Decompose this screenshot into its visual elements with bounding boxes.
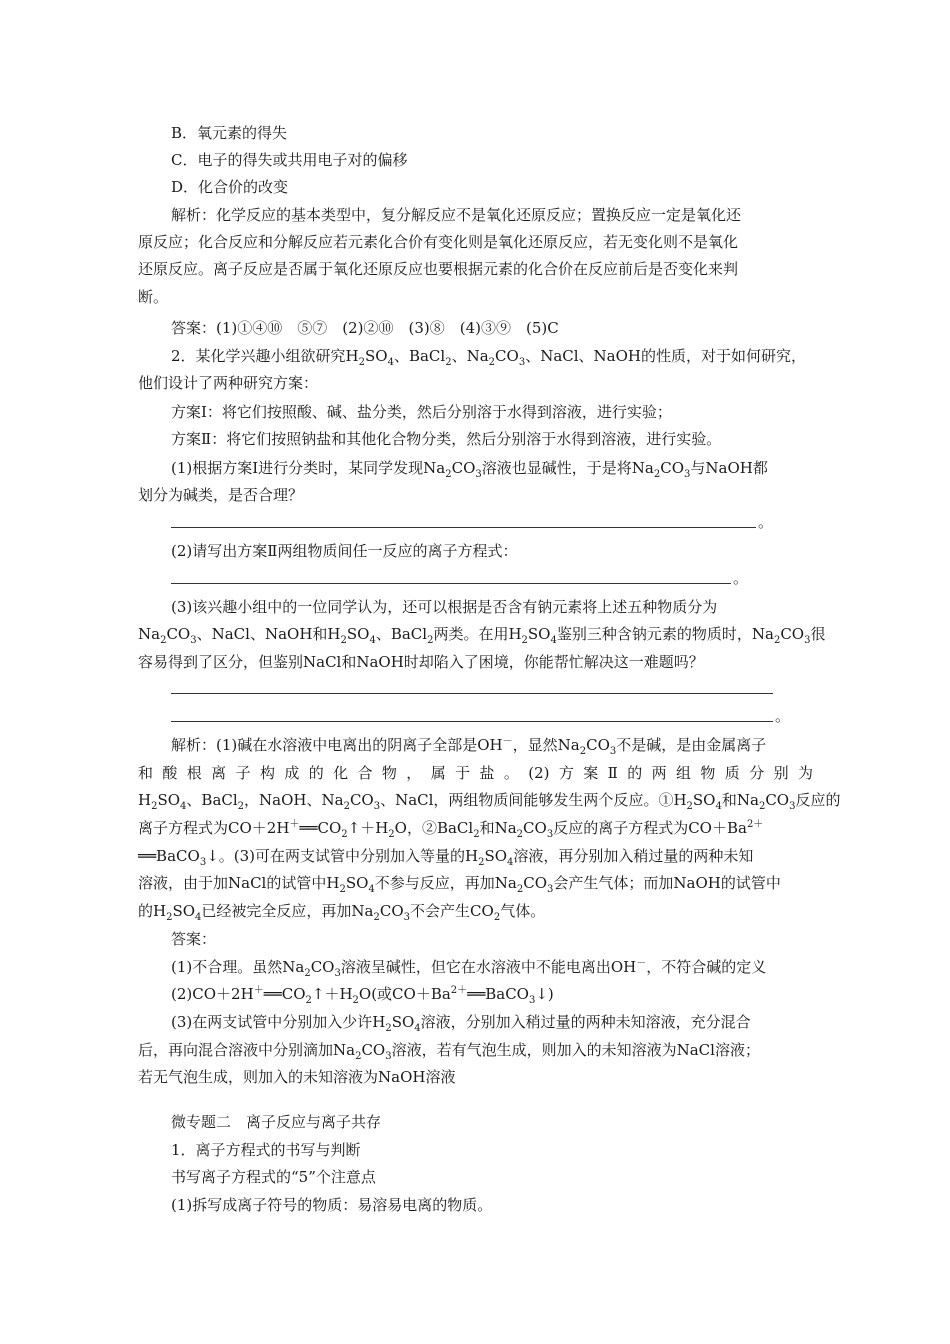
question-2-line-2: 他们设计了两种研究方案：	[138, 374, 319, 392]
analysis-1-line-3: 还原反应。离子反应是否属于氧化还原反应也要根据元素的化合价在反应前后是否变化来判	[138, 260, 739, 278]
answer-blank-1[interactable]	[171, 527, 756, 528]
analysis-2-line-3: $H_2SO_4$、BaCl$_2$，NaOH、$Na_2CO_3$、NaCl，两组物质间能够发生两个反应。$①H_2SO_4$和$Na_2CO_3$反应的	[138, 791, 841, 812]
answer-blank-3-period: 。	[775, 707, 791, 725]
analysis-2-line-2: 和 酸 根 离 子 构 成 的 化 合 物 ， 属 于 盐 。 (2) 方 案 Ⅱ 的 两 组 物 质 分 别 为	[138, 764, 813, 782]
sub-question-3-line-1: (3)该兴趣小组中的一位同学认为，还可以根据是否含有钠元素将上述五种物质分为	[171, 598, 718, 616]
plan-2: 方案Ⅱ：将它们按照钠盐和其他化合物分类，然后分别溶于水得到溶液，进行实验。	[171, 430, 722, 448]
sub-question-1-line-1: (1)根据方案Ⅰ进行分类时，某同学发现$Na_2CO_3$溶液也显碱性，于是将$Na_2CO_3$与NaOH都	[171, 459, 768, 480]
plan-1: 方案Ⅰ：将它们按照酸、碱、盐分类，然后分别溶于水得到溶液，进行实验；	[171, 403, 672, 421]
sub-question-2: (2)请写出方案Ⅱ两组物质间任一反应的离子方程式：	[171, 542, 518, 560]
sub-question-1-line-2: 划分为碱类，是否合理？	[138, 486, 304, 504]
analysis-2-line-6: 溶液，由于加NaCl的试管中$H_2SO_4$不参与反应，再加$Na_2CO_3$会产生气体；而加NaOH的试管中	[138, 874, 781, 895]
sub-question-3-line-3: 容易得到了区分，但鉴别NaCl和NaOH时却陷入了困境，你能帮忙解决这一难题吗？	[138, 653, 704, 671]
option-b: B．氧元素的得失	[171, 124, 288, 142]
analysis-2-line-7: 的$H_2SO_4$已经被完全反应，再加$Na_2CO_3$不会产生$CO_2$气体。	[138, 902, 546, 923]
answer-blank-2-period: 。	[733, 569, 749, 587]
analysis-2-line-1: 解析：(1)碱在水溶液中电离出的阴离子全部是OH－，显然$Na_2CO_3$不是碱，是由金属离子	[171, 736, 767, 757]
answer-2-part-1: (1)不合理。虽然$Na_2CO_3$溶液呈碱性，但它在水溶液中不能电离出OH－，不符合碱的定义	[171, 958, 767, 979]
sub-question-3-line-2: $Na_2CO_3$、NaCl、NaOH和$H_2SO_4$、BaCl$_2$两类。在用$H_2SO_4$鉴别三种含钠元素的物质时，$Na_2CO_3$很	[138, 625, 826, 646]
analysis-1-line-4: 断。	[138, 288, 169, 306]
answer-blank-2[interactable]	[171, 583, 731, 584]
answer-2-title: 答案：	[171, 930, 217, 948]
answer-blank-3b[interactable]	[171, 721, 773, 722]
analysis-1-line-2: 原反应；化合反应和分解反应若元素化合价有变化则是氧化还原反应，若无变化则不是氧化	[138, 233, 739, 251]
answer-2-part-2: $(2)CO+2H^+══CO_2↑+H_2O$(或$CO+Ba^{2+}══BaCO_3↓$)	[171, 985, 554, 1006]
answer-2-part-3-line-2: 后，再向混合溶液中分别滴加$Na_2CO_3$溶液，若有气泡生成，则加入的未知溶液为NaCl溶液；	[138, 1041, 760, 1062]
analysis-1-line-1: 解析：化学反应的基本类型中，复分解反应不是氧化还原反应；置换反应一定是氧化还	[171, 206, 742, 224]
answer-blank-3a[interactable]	[171, 693, 773, 694]
answer-blank-1-period: 。	[758, 513, 774, 531]
option-d: D．化合价的改变	[171, 178, 289, 196]
question-2-line-1: 2．某化学兴趣小组欲研究$H_2SO_4$、BaCl$_2$、$Na_2CO_3$、NaCl、NaOH的性质，对于如何研究，	[171, 347, 806, 368]
analysis-2-line-4: 离子方程式为$CO+2H^+══CO_2↑+H_2O$，②BaCl$_2$和$Na_2CO_3$反应的离子方程式为$CO+Ba^{2+}$	[138, 819, 764, 840]
option-c: C．电子的得失或共用电子对的偏移	[171, 151, 408, 169]
answer-1: 答案：(1)①④⑩ ⑤⑦ (2)②⑩ (3)⑧ (4)③⑨ (5)C	[171, 319, 559, 337]
topic-title: 微专题二 离子反应与离子共存	[171, 1113, 382, 1131]
analysis-2-line-5: ══BaCO$_3$↓。(3)可在两支试管中分别加入等量的$H_2SO_4$溶液，再分别加入稍过量的两种未知	[138, 847, 754, 868]
topic-point-1: (1)拆写成离子符号的物质：易溶易电离的物质。	[171, 1196, 493, 1214]
answer-2-part-3-line-3: 若无气泡生成，则加入的未知溶液为NaOH溶液	[138, 1068, 456, 1086]
answer-2-part-3-line-1: (3)在两支试管中分别加入少许$H_2SO_4$溶液，分别加入稍过量的两种未知溶液，充分混合	[171, 1013, 751, 1034]
topic-heading-2: 书写离子方程式的“5”个注意点	[171, 1168, 376, 1186]
topic-heading-1: 1．离子方程式的书写与判断	[171, 1141, 361, 1159]
